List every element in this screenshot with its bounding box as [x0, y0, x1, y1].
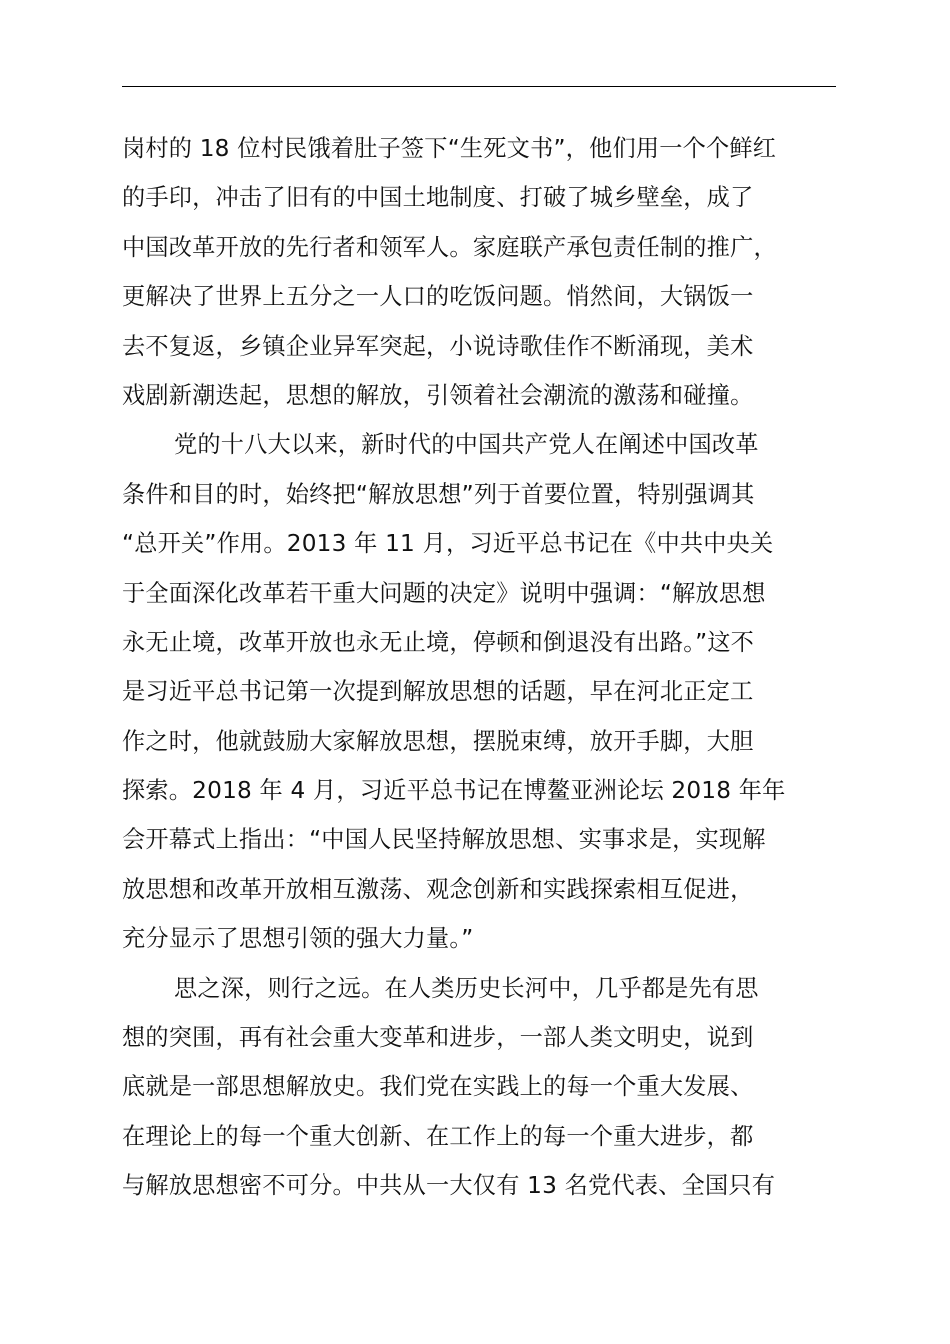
text-line: 在理论上的每一个重大创新、在工作上的每一个重大进步，都 — [122, 1122, 754, 1150]
text-line: 放思想和改革开放相互激荡、观念创新和实践探索相互促进， — [122, 875, 754, 903]
text-line: 会开幕式上指出：“中国人民坚持解放思想、实事求是，实现解 — [122, 826, 766, 854]
text-line: 更解决了世界上五分之一人口的吃饭问题。悄然间，大锅饭一 — [122, 283, 754, 311]
text-line: 与解放思想密不可分。中共从一大仅有 13 名党代表、全国只有 — [122, 1172, 776, 1200]
text-line: “总开关”作用。2013 年 11 月，习近平总书记在《中共中央关 — [122, 530, 774, 558]
text-line: 戏剧新潮迭起，思想的解放，引领着社会潮流的激荡和碰撞。 — [122, 381, 754, 409]
text-line: 永无止境，改革开放也永无止境，停顿和倒退没有出路。”这不 — [122, 628, 755, 656]
text-line: 想的突围，再有社会重大变革和进步，一部人类文明史，说到 — [122, 1024, 754, 1052]
text-line: 的手印，冲击了旧有的中国土地制度、打破了城乡壁垒，成了 — [122, 184, 754, 212]
text-line: 充分显示了思想引领的强大力量。” — [122, 925, 474, 953]
text-line: 去不复返，乡镇企业异军突起，小说诗歌佳作不断涌现，美术 — [122, 332, 754, 360]
header-rule — [122, 86, 836, 87]
text-line: 于全面深化改革若干重大问题的决定》说明中强调：“解放思想 — [122, 579, 766, 607]
text-line: 条件和目的时，始终把“解放思想”列于首要位置，特别强调其 — [122, 480, 755, 508]
text-line: 岗村的 18 位村民饿着肚子签下“生死文书”，他们用一个个鲜红 — [122, 135, 777, 162]
paragraph-start-line: 思之深，则行之远。在人类历史长河中，几乎都是先有思 — [174, 974, 759, 1002]
text-line: 中国改革开放的先行者和领军人。家庭联产承包责任制的推广， — [122, 233, 777, 261]
text-line: 是习近平总书记第一次提到解放思想的话题，早在河北正定工 — [122, 678, 754, 706]
text-line: 底就是一部思想解放史。我们党在实践上的每一个重大发展、 — [122, 1073, 754, 1101]
text-line: 探索。2018 年 4 月，习近平总书记在博鳌亚洲论坛 2018 年年 — [122, 777, 786, 805]
body-text — [122, 124, 838, 1211]
text-line: 作之时，他就鼓励大家解放思想，摆脱束缚，放开手脚，大胆 — [122, 727, 754, 755]
paragraph-start-line: 党的十八大以来，新时代的中国共产党人在阐述中国改革 — [174, 431, 759, 459]
